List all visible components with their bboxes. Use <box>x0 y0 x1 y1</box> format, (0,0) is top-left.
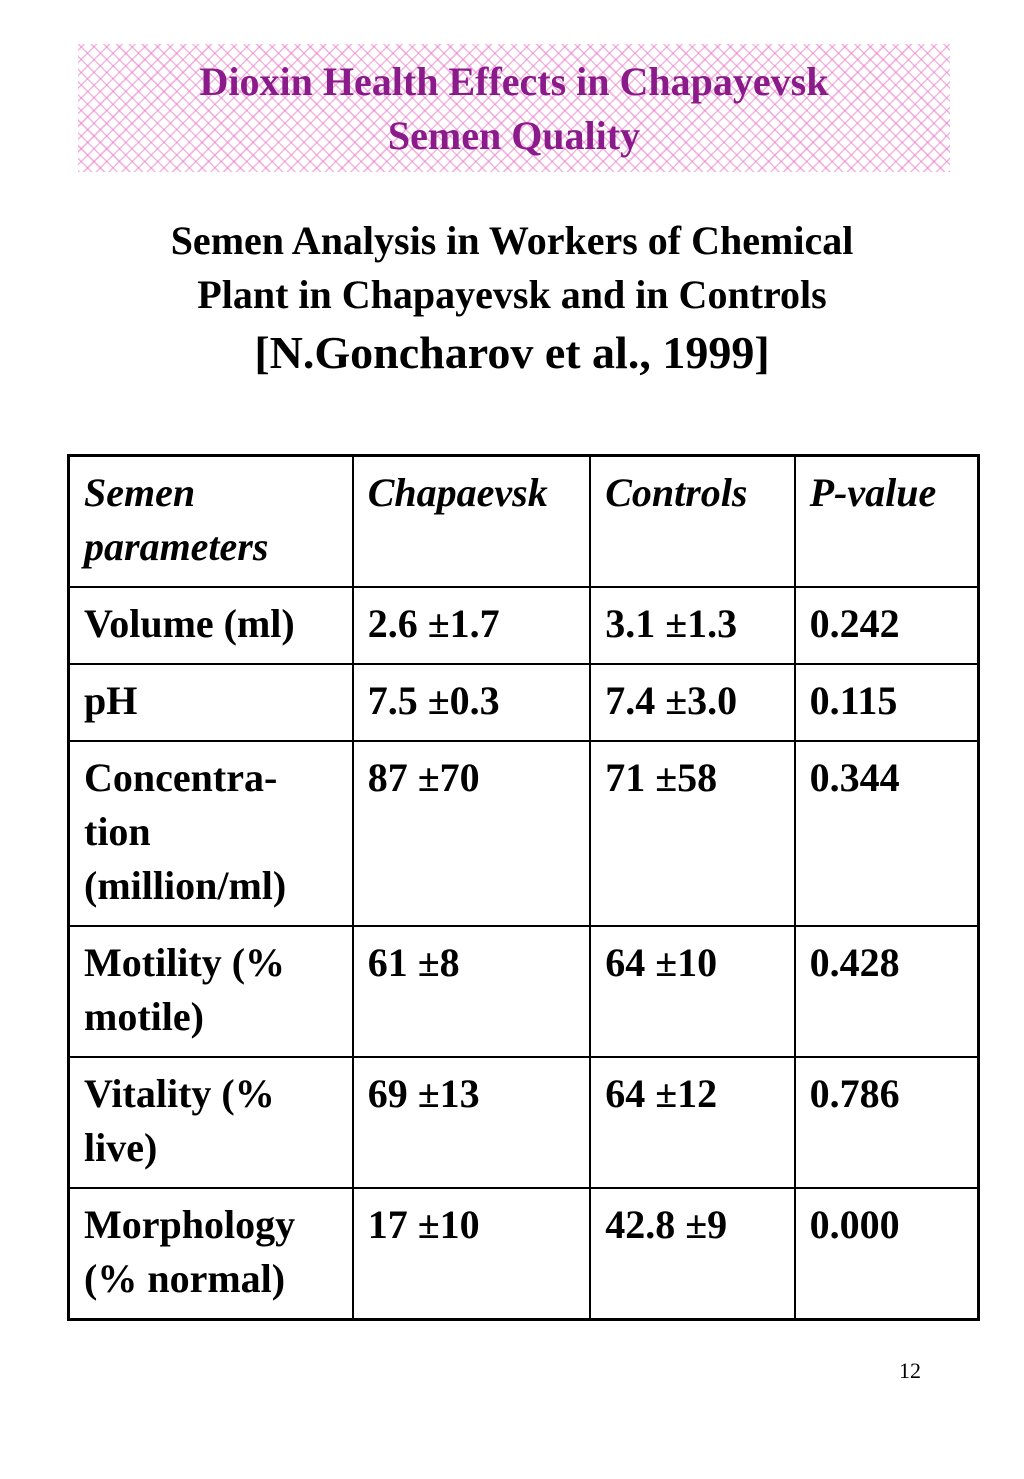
cell-chapaevsk: 69 ±13 <box>353 1057 590 1188</box>
header-p-value: P-value <box>795 456 979 588</box>
cell-controls: 71 ±58 <box>590 741 794 926</box>
cell-controls: 64 ±12 <box>590 1057 794 1188</box>
cell-parameter: Volume (ml) <box>69 587 353 664</box>
table-row <box>69 926 979 1057</box>
table-row <box>69 1188 979 1320</box>
cell-parameter: Morphology (% normal) <box>69 1188 353 1320</box>
table-header-row <box>69 456 979 588</box>
citation: [N.Goncharov et al., 1999] <box>254 327 770 378</box>
cell-controls: 42.8 ±9 <box>590 1188 794 1320</box>
banner-title: Dioxin Health Effects in Chapayevsk <box>199 59 829 104</box>
table-row <box>69 587 979 664</box>
cell-p-value: 0.115 <box>795 664 979 741</box>
table-row <box>69 741 979 926</box>
cell-parameter: Vitality (% live) <box>69 1057 353 1188</box>
cell-chapaevsk: 61 ±8 <box>353 926 590 1057</box>
slide-heading <box>0 214 1024 384</box>
cell-p-value: 0.344 <box>795 741 979 926</box>
header-chapaevsk: Chapaevsk <box>353 456 590 588</box>
header-controls: Controls <box>590 456 794 588</box>
heading-line-1: Semen Analysis in Workers of Chemical <box>170 218 854 263</box>
cell-controls: 64 ±10 <box>590 926 794 1057</box>
banner-subtitle: Semen Quality <box>387 113 641 158</box>
semen-analysis-table <box>67 454 980 1321</box>
cell-parameter: Concentra-tion (million/ml) <box>69 741 353 926</box>
cell-p-value: 0.786 <box>795 1057 979 1188</box>
cell-chapaevsk: 87 ±70 <box>353 741 590 926</box>
cell-controls: 7.4 ±3.0 <box>590 664 794 741</box>
cell-chapaevsk: 2.6 ±1.7 <box>353 587 590 664</box>
cell-p-value: 0.000 <box>795 1188 979 1320</box>
table-row <box>69 664 979 741</box>
table-row <box>69 1057 979 1188</box>
title-banner <box>78 44 950 172</box>
heading-line-2: Plant in Chapayevsk and in Controls <box>197 272 827 317</box>
cell-chapaevsk: 17 ±10 <box>353 1188 590 1320</box>
cell-parameter: Motility (% motile) <box>69 926 353 1057</box>
cell-controls: 3.1 ±1.3 <box>590 587 794 664</box>
cell-chapaevsk: 7.5 ±0.3 <box>353 664 590 741</box>
header-semen-parameters: Semen parameters <box>69 456 353 588</box>
page-number: 12 <box>899 1358 921 1383</box>
cell-p-value: 0.242 <box>795 587 979 664</box>
cell-p-value: 0.428 <box>795 926 979 1057</box>
cell-parameter: pH <box>69 664 353 741</box>
